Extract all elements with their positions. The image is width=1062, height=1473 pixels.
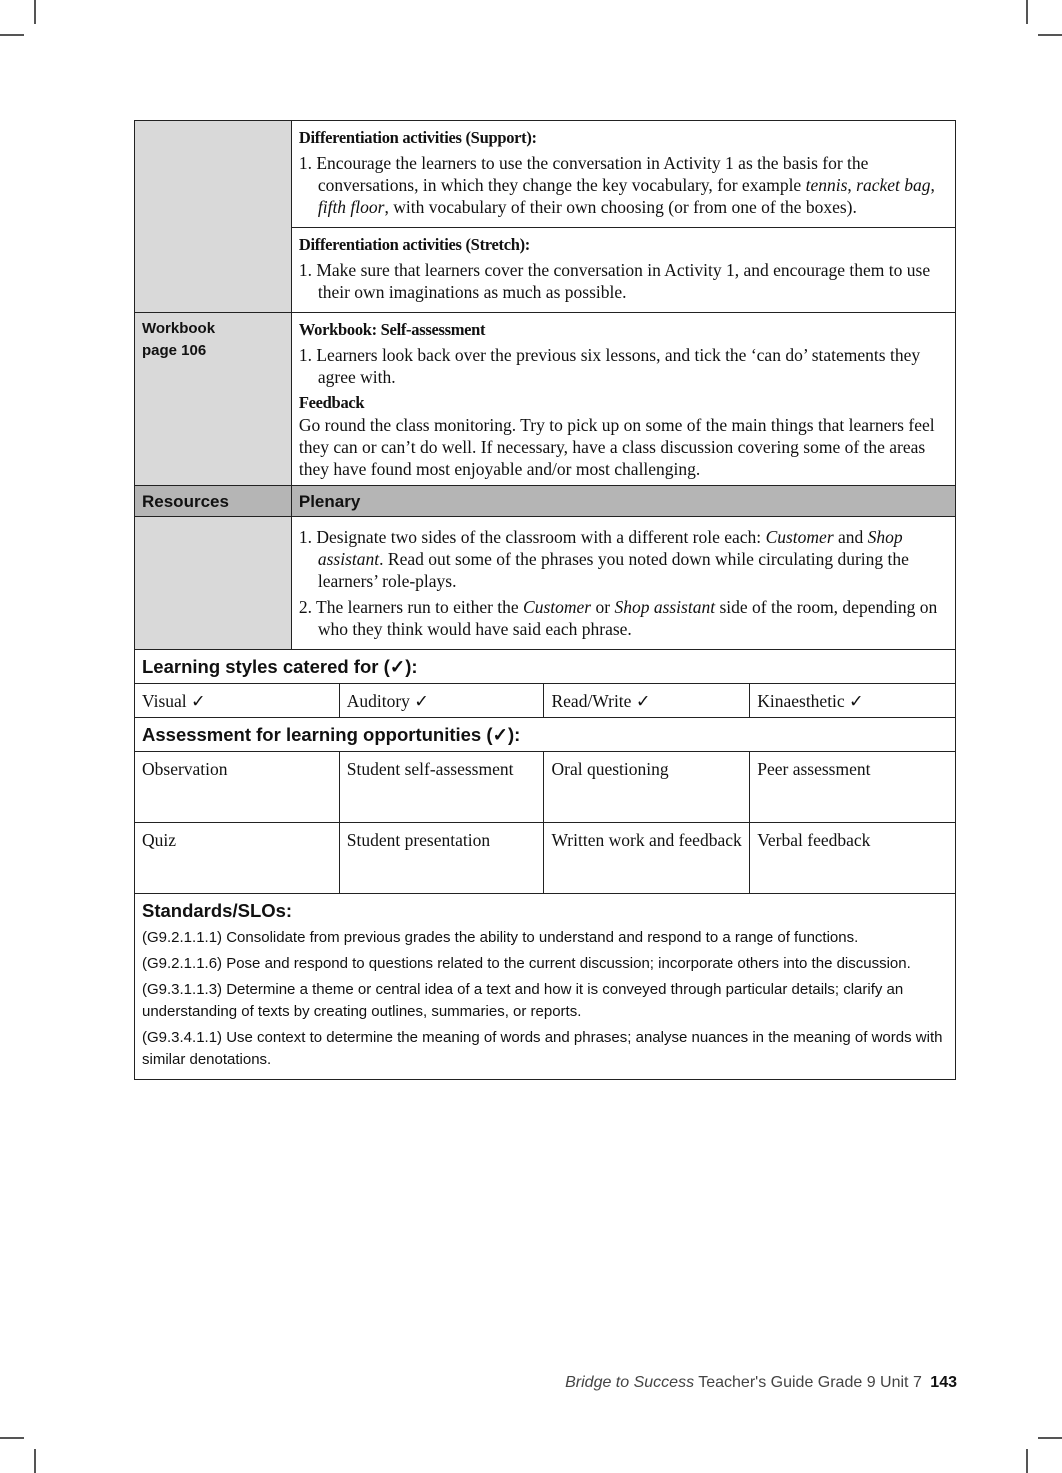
list-item-text: or (591, 597, 615, 617)
row-standards (135, 894, 956, 1080)
learning-styles-header-cell (135, 650, 956, 684)
resources-header-cell (135, 486, 292, 517)
assessment-option: Peer assessment (757, 759, 871, 779)
support-cell (291, 121, 955, 228)
learning-styles-heading: Learning styles catered for (✓): (142, 656, 418, 677)
plenary-list (299, 526, 947, 640)
emphasis-text: Shop assistant (317, 527, 903, 569)
page-footer (565, 1374, 957, 1392)
learning-style-cell (544, 684, 750, 718)
list-item (299, 259, 947, 303)
assessment-cell (750, 752, 956, 823)
list-item-text: side of the room, depending on who they think would have said each phrase. (317, 597, 938, 639)
list-item-text: The learners run to either the (316, 597, 524, 617)
stretch-heading: Differentiation activities (Stretch): (298, 235, 530, 254)
footer-subtitle: Teacher's Guide Grade 9 Unit 7 (698, 1374, 922, 1391)
workbook-page-label: page 106 (142, 342, 207, 359)
emphasis-text: racket bag (856, 175, 931, 195)
list-item-text: and (833, 527, 868, 547)
list-item-number: 1. (298, 153, 317, 173)
assessment-cell (544, 823, 750, 894)
stretch-cell (291, 228, 955, 313)
list-item-text: , (930, 175, 935, 195)
resources-header: Resources (142, 492, 229, 511)
row-learning-styles (135, 684, 956, 718)
lesson-plan-table (134, 120, 956, 1080)
list-item (299, 344, 947, 388)
crop-mark-bottom-right-vertical (1026, 1449, 1028, 1473)
list-item (299, 596, 947, 640)
support-heading: Differentiation activities (Support): (298, 128, 537, 147)
crop-mark-top-right-horizontal (1038, 34, 1062, 36)
learning-style-cell (135, 684, 340, 718)
standard-item: (G9.2.1.1.1) Consolidate from previous grades the ability to understand and respond to a range of functions. (142, 929, 859, 946)
list-item-text: . Read out some of the phrases you noted down while circulating during the learners’ role-plays. (317, 549, 909, 591)
stretch-list (299, 259, 947, 303)
list-item (299, 152, 947, 218)
crop-mark-top-left-vertical (34, 0, 36, 24)
emphasis-text: Customer (765, 527, 834, 547)
assessment-cell (339, 823, 544, 894)
row-assessment-header (135, 718, 956, 752)
row-plenary (135, 517, 956, 650)
list-item-number: 1. (298, 260, 317, 280)
assessment-row (135, 752, 956, 823)
plenary-header-cell (291, 486, 955, 517)
crop-mark-top-right-vertical (1026, 0, 1028, 24)
workbook-list (299, 344, 947, 388)
list-item-text: Make sure that learners cover the conversation in Activity 1, and encourage them to use their own imaginations as much as possible. (316, 260, 931, 302)
crop-mark-bottom-right-horizontal (1038, 1437, 1062, 1439)
standard-item: (G9.3.4.1.1) Use context to determine the meaning of words and phrases; analyse nuances in the meaning of words with similar denotations. (142, 1029, 943, 1068)
workbook-heading: Workbook: Self-assessment (298, 320, 486, 339)
feedback-heading: Feedback (298, 393, 365, 412)
assessment-cell (750, 823, 956, 894)
assessment-option: Verbal feedback (757, 830, 871, 850)
emphasis-text: Shop assistant (614, 597, 716, 617)
assessment-row (135, 823, 956, 894)
assessment-cell (135, 752, 340, 823)
assessment-header-cell (135, 718, 956, 752)
crop-mark-bottom-left-vertical (34, 1449, 36, 1473)
assessment-option: Student self-assessment (346, 759, 514, 779)
list-item-number: 1. (298, 345, 317, 365)
learning-style-cell (339, 684, 544, 718)
assessment-option: Written work and feedback (551, 830, 742, 850)
list-item-number: 1. (298, 527, 317, 547)
standard-item: (G9.3.1.1.3) Determine a theme or central idea of a text and how it is conveyed through particular details; clarify an understanding of texts by creating outlines, summaries, or reports. (142, 981, 904, 1020)
feedback-text: Go round the class monitoring. Try to pick up on some of the main things that learners feel they can or can’t do well. If necessary, have a class discussion covering some of the areas they have found most enjoyable and/or most challenging. (298, 415, 935, 479)
assessment-cell (339, 752, 544, 823)
assessment-cell (544, 752, 750, 823)
assessment-cell (135, 823, 340, 894)
list-item-text: Learners look back over the previous six lessons, and tick the ‘can do’ statements they agree with. (316, 345, 921, 387)
list-item-number: 2. (298, 597, 317, 617)
learning-style-visual: Visual ✓ (142, 691, 206, 711)
learning-style-kinaesthetic: Kinaesthetic ✓ (757, 691, 864, 711)
learning-style-read-write: Read/Write ✓ (551, 691, 651, 711)
standards-list (135, 925, 955, 1079)
emphasis-text: Customer (523, 597, 592, 617)
support-list (299, 152, 947, 218)
list-item-text: , (847, 175, 857, 195)
standards-cell (135, 894, 956, 1080)
row-learning-styles-header (135, 650, 956, 684)
page-number: 143 (930, 1374, 957, 1391)
footer-book-title: Bridge to Success (565, 1374, 695, 1391)
standard-item: (G9.2.1.1.6) Pose and respond to questions related to the current discussion; incorporate others into the discussion. (142, 955, 911, 972)
learning-style-cell (750, 684, 956, 718)
emphasis-text: tennis (805, 175, 848, 195)
assessment-option: Student presentation (346, 830, 491, 850)
assessment-option: Quiz (142, 830, 177, 850)
assessment-option: Observation (142, 759, 228, 779)
list-item-text: Designate two sides of the classroom with a different role each: (316, 527, 766, 547)
workbook-cell (291, 313, 955, 486)
crop-mark-top-left-horizontal (0, 34, 24, 36)
plenary-cell (291, 517, 955, 650)
side-cell-empty (135, 121, 292, 313)
row-workbook (135, 313, 956, 486)
crop-mark-bottom-left-horizontal (0, 1437, 24, 1439)
standards-heading: Standards/SLOs: (142, 900, 293, 921)
list-item-text: , with vocabulary of their own choosing (or from one of the boxes). (384, 197, 857, 217)
assessment-heading: Assessment for learning opportunities (✓): (142, 724, 521, 745)
list-item (299, 526, 947, 592)
plenary-header: Plenary (298, 492, 361, 511)
workbook-label: Workbook (142, 320, 216, 337)
resources-cell (135, 517, 292, 650)
list-item-text: Encourage the learners to use the conversation in Activity 1 as the basis for the conversations, in which they change the key vocabulary, for example (316, 153, 869, 195)
assessment-option: Oral questioning (551, 759, 669, 779)
row-support (135, 121, 956, 228)
learning-style-auditory: Auditory ✓ (346, 691, 429, 711)
workbook-side-cell (135, 313, 292, 486)
emphasis-text: fifth floor (317, 197, 385, 217)
row-plenary-header (135, 486, 956, 517)
